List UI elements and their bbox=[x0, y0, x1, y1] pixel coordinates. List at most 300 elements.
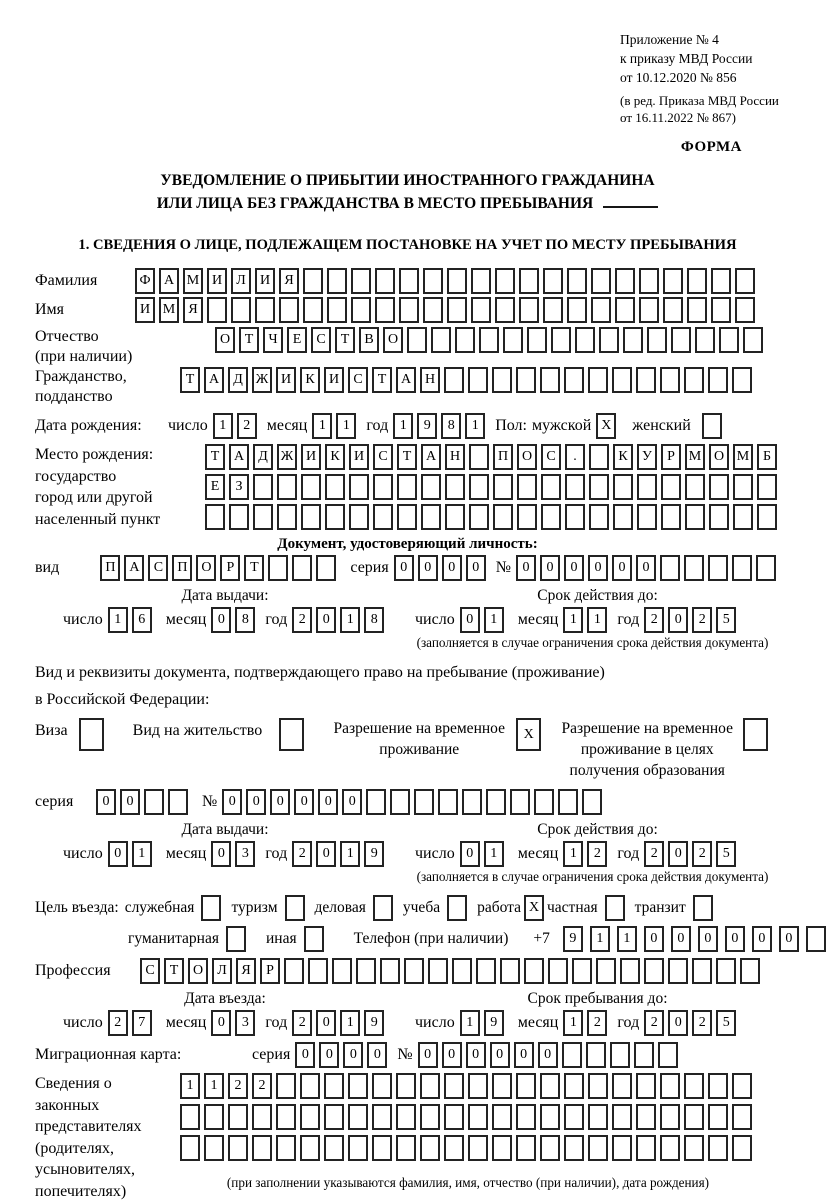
char-cell[interactable] bbox=[599, 327, 619, 353]
char-cell[interactable] bbox=[733, 504, 753, 530]
char-cell[interactable] bbox=[493, 474, 513, 500]
char-cell[interactable] bbox=[663, 297, 683, 323]
char-cell[interactable] bbox=[660, 1073, 680, 1099]
char-cell[interactable] bbox=[565, 474, 585, 500]
char-cell[interactable] bbox=[324, 1135, 344, 1161]
char-cell[interactable] bbox=[660, 555, 680, 581]
char-cell[interactable] bbox=[349, 474, 369, 500]
char-cell[interactable] bbox=[636, 1135, 656, 1161]
char-cell[interactable]: У bbox=[637, 444, 657, 470]
char-cell[interactable] bbox=[719, 327, 739, 353]
char-cell[interactable]: А bbox=[421, 444, 441, 470]
char-cell[interactable]: 8 bbox=[441, 413, 461, 439]
char-cell[interactable]: Т bbox=[244, 555, 264, 581]
char-cell[interactable] bbox=[469, 474, 489, 500]
char-cell[interactable]: 0 bbox=[318, 789, 338, 815]
char-cell[interactable] bbox=[740, 958, 760, 984]
char-cell[interactable]: 2 bbox=[644, 841, 664, 867]
char-cell[interactable]: Т bbox=[180, 367, 200, 393]
char-cell[interactable] bbox=[671, 327, 691, 353]
char-cell[interactable] bbox=[684, 367, 704, 393]
char-cell[interactable] bbox=[735, 297, 755, 323]
char-cell[interactable] bbox=[444, 1135, 464, 1161]
char-cell[interactable]: 0 bbox=[668, 607, 688, 633]
char-cell[interactable] bbox=[596, 958, 616, 984]
char-cell[interactable]: Т bbox=[205, 444, 225, 470]
char-cell[interactable] bbox=[562, 1042, 582, 1068]
char-cell[interactable] bbox=[431, 327, 451, 353]
char-cell[interactable] bbox=[284, 958, 304, 984]
char-cell[interactable] bbox=[452, 958, 472, 984]
char-cell[interactable] bbox=[300, 1073, 320, 1099]
char-cell[interactable]: 0 bbox=[120, 789, 140, 815]
char-cell[interactable] bbox=[564, 1104, 584, 1130]
char-cell[interactable]: 2 bbox=[692, 607, 712, 633]
char-cell[interactable]: 1 bbox=[590, 926, 610, 952]
char-cell[interactable] bbox=[711, 297, 731, 323]
char-cell[interactable] bbox=[373, 474, 393, 500]
char-cell[interactable] bbox=[404, 958, 424, 984]
char-cell[interactable] bbox=[564, 367, 584, 393]
char-cell[interactable] bbox=[444, 367, 464, 393]
char-cell[interactable]: К bbox=[300, 367, 320, 393]
char-cell[interactable] bbox=[268, 555, 288, 581]
char-cell[interactable] bbox=[527, 327, 547, 353]
char-cell[interactable] bbox=[356, 958, 376, 984]
char-cell[interactable] bbox=[615, 268, 635, 294]
char-cell[interactable] bbox=[252, 1135, 272, 1161]
char-cell[interactable]: 0 bbox=[725, 926, 745, 952]
char-cell[interactable] bbox=[444, 1104, 464, 1130]
char-cell[interactable] bbox=[252, 1104, 272, 1130]
char-cell[interactable]: 0 bbox=[270, 789, 290, 815]
char-cell[interactable]: С bbox=[373, 444, 393, 470]
char-cell[interactable] bbox=[516, 1135, 536, 1161]
purpose-work-checkbox[interactable]: X bbox=[524, 895, 544, 921]
char-cell[interactable] bbox=[647, 327, 667, 353]
char-cell[interactable]: 2 bbox=[252, 1073, 272, 1099]
char-cell[interactable]: С bbox=[140, 958, 160, 984]
char-cell[interactable] bbox=[639, 297, 659, 323]
char-cell[interactable] bbox=[300, 1104, 320, 1130]
char-cell[interactable] bbox=[582, 789, 602, 815]
char-cell[interactable]: Т bbox=[164, 958, 184, 984]
char-cell[interactable] bbox=[180, 1104, 200, 1130]
char-cell[interactable] bbox=[348, 1135, 368, 1161]
char-cell[interactable]: 0 bbox=[246, 789, 266, 815]
char-cell[interactable] bbox=[276, 1073, 296, 1099]
char-cell[interactable]: Д bbox=[228, 367, 248, 393]
char-cell[interactable] bbox=[144, 789, 164, 815]
char-cell[interactable] bbox=[516, 1104, 536, 1130]
char-cell[interactable] bbox=[420, 1135, 440, 1161]
char-cell[interactable] bbox=[180, 1135, 200, 1161]
temp-residence-education-checkbox[interactable] bbox=[743, 718, 768, 751]
char-cell[interactable]: 1 bbox=[340, 1010, 360, 1036]
blank-underline[interactable] bbox=[603, 192, 658, 208]
char-cell[interactable] bbox=[492, 1135, 512, 1161]
char-cell[interactable]: 2 bbox=[292, 1010, 312, 1036]
char-cell[interactable] bbox=[757, 474, 777, 500]
char-cell[interactable] bbox=[332, 958, 352, 984]
char-cell[interactable]: 1 bbox=[460, 1010, 480, 1036]
char-cell[interactable]: 3 bbox=[235, 841, 255, 867]
char-cell[interactable]: О bbox=[709, 444, 729, 470]
char-cell[interactable]: С bbox=[541, 444, 561, 470]
char-cell[interactable] bbox=[637, 474, 657, 500]
char-cell[interactable]: 0 bbox=[668, 1010, 688, 1036]
char-cell[interactable] bbox=[660, 1135, 680, 1161]
char-cell[interactable]: 1 bbox=[336, 413, 356, 439]
char-cell[interactable] bbox=[276, 1135, 296, 1161]
char-cell[interactable]: 1 bbox=[617, 926, 637, 952]
char-cell[interactable] bbox=[447, 268, 467, 294]
char-cell[interactable] bbox=[612, 367, 632, 393]
char-cell[interactable] bbox=[372, 1104, 392, 1130]
char-cell[interactable] bbox=[756, 555, 776, 581]
char-cell[interactable]: 2 bbox=[692, 1010, 712, 1036]
char-cell[interactable] bbox=[373, 504, 393, 530]
char-cell[interactable] bbox=[229, 504, 249, 530]
char-cell[interactable] bbox=[396, 1135, 416, 1161]
char-cell[interactable]: 0 bbox=[516, 555, 536, 581]
char-cell[interactable]: И bbox=[349, 444, 369, 470]
char-cell[interactable] bbox=[661, 504, 681, 530]
char-cell[interactable] bbox=[276, 1104, 296, 1130]
char-cell[interactable]: 9 bbox=[364, 1010, 384, 1036]
char-cell[interactable] bbox=[397, 474, 417, 500]
char-cell[interactable]: Т bbox=[372, 367, 392, 393]
char-cell[interactable]: 0 bbox=[466, 1042, 486, 1068]
char-cell[interactable] bbox=[445, 474, 465, 500]
char-cell[interactable] bbox=[540, 1073, 560, 1099]
char-cell[interactable]: П bbox=[493, 444, 513, 470]
char-cell[interactable] bbox=[468, 367, 488, 393]
char-cell[interactable] bbox=[396, 1104, 416, 1130]
char-cell[interactable] bbox=[207, 297, 227, 323]
char-cell[interactable] bbox=[468, 1104, 488, 1130]
char-cell[interactable] bbox=[757, 504, 777, 530]
char-cell[interactable]: 1 bbox=[340, 607, 360, 633]
char-cell[interactable] bbox=[543, 268, 563, 294]
char-cell[interactable]: 1 bbox=[340, 841, 360, 867]
char-cell[interactable] bbox=[615, 297, 635, 323]
char-cell[interactable]: О bbox=[188, 958, 208, 984]
char-cell[interactable]: С bbox=[311, 327, 331, 353]
char-cell[interactable]: 2 bbox=[237, 413, 257, 439]
char-cell[interactable]: 0 bbox=[316, 841, 336, 867]
char-cell[interactable] bbox=[620, 958, 640, 984]
char-cell[interactable] bbox=[375, 297, 395, 323]
char-cell[interactable]: 0 bbox=[588, 555, 608, 581]
char-cell[interactable]: 0 bbox=[319, 1042, 339, 1068]
char-cell[interactable]: 0 bbox=[698, 926, 718, 952]
char-cell[interactable]: Е bbox=[287, 327, 307, 353]
char-cell[interactable] bbox=[644, 958, 664, 984]
char-cell[interactable] bbox=[423, 297, 443, 323]
char-cell[interactable]: 3 bbox=[235, 1010, 255, 1036]
char-cell[interactable] bbox=[348, 1104, 368, 1130]
char-cell[interactable]: П bbox=[100, 555, 120, 581]
char-cell[interactable] bbox=[407, 327, 427, 353]
char-cell[interactable] bbox=[495, 268, 515, 294]
char-cell[interactable] bbox=[397, 504, 417, 530]
char-cell[interactable] bbox=[327, 297, 347, 323]
char-cell[interactable] bbox=[684, 1135, 704, 1161]
temp-residence-checkbox[interactable]: X bbox=[516, 718, 541, 751]
char-cell[interactable]: И bbox=[276, 367, 296, 393]
char-cell[interactable]: С bbox=[148, 555, 168, 581]
char-cell[interactable]: 0 bbox=[460, 841, 480, 867]
char-cell[interactable]: М bbox=[183, 268, 203, 294]
char-cell[interactable]: Д bbox=[253, 444, 273, 470]
char-cell[interactable]: 1 bbox=[563, 1010, 583, 1036]
char-cell[interactable] bbox=[709, 474, 729, 500]
char-cell[interactable]: М bbox=[733, 444, 753, 470]
char-cell[interactable] bbox=[636, 1073, 656, 1099]
char-cell[interactable] bbox=[612, 1135, 632, 1161]
char-cell[interactable] bbox=[660, 367, 680, 393]
char-cell[interactable]: Ж bbox=[252, 367, 272, 393]
purpose-business-checkbox[interactable] bbox=[201, 895, 221, 921]
char-cell[interactable]: 1 bbox=[563, 607, 583, 633]
char-cell[interactable]: 0 bbox=[466, 555, 486, 581]
char-cell[interactable] bbox=[279, 297, 299, 323]
char-cell[interactable]: 0 bbox=[644, 926, 664, 952]
visa-checkbox[interactable] bbox=[79, 718, 104, 751]
char-cell[interactable] bbox=[558, 789, 578, 815]
char-cell[interactable]: И bbox=[135, 297, 155, 323]
char-cell[interactable] bbox=[447, 297, 467, 323]
char-cell[interactable]: 0 bbox=[779, 926, 799, 952]
char-cell[interactable]: М bbox=[685, 444, 705, 470]
char-cell[interactable]: 2 bbox=[292, 607, 312, 633]
char-cell[interactable]: 0 bbox=[752, 926, 772, 952]
char-cell[interactable] bbox=[806, 926, 826, 952]
char-cell[interactable]: 0 bbox=[343, 1042, 363, 1068]
char-cell[interactable] bbox=[517, 474, 537, 500]
char-cell[interactable] bbox=[685, 474, 705, 500]
char-cell[interactable]: Н bbox=[445, 444, 465, 470]
char-cell[interactable]: О bbox=[383, 327, 403, 353]
char-cell[interactable]: К bbox=[613, 444, 633, 470]
char-cell[interactable] bbox=[613, 504, 633, 530]
char-cell[interactable] bbox=[732, 1104, 752, 1130]
char-cell[interactable] bbox=[492, 1104, 512, 1130]
char-cell[interactable]: И bbox=[255, 268, 275, 294]
char-cell[interactable] bbox=[572, 958, 592, 984]
char-cell[interactable]: Ж bbox=[277, 444, 297, 470]
char-cell[interactable]: Р bbox=[220, 555, 240, 581]
char-cell[interactable] bbox=[349, 504, 369, 530]
char-cell[interactable]: 9 bbox=[484, 1010, 504, 1036]
char-cell[interactable] bbox=[316, 555, 336, 581]
char-cell[interactable] bbox=[685, 504, 705, 530]
char-cell[interactable]: 2 bbox=[587, 841, 607, 867]
char-cell[interactable] bbox=[524, 958, 544, 984]
char-cell[interactable] bbox=[684, 555, 704, 581]
sex-female-checkbox[interactable] bbox=[702, 413, 722, 439]
char-cell[interactable] bbox=[301, 504, 321, 530]
char-cell[interactable]: Л bbox=[212, 958, 232, 984]
char-cell[interactable]: 0 bbox=[636, 555, 656, 581]
char-cell[interactable]: 0 bbox=[316, 1010, 336, 1036]
char-cell[interactable] bbox=[660, 1104, 680, 1130]
char-cell[interactable] bbox=[623, 327, 643, 353]
char-cell[interactable]: 2 bbox=[228, 1073, 248, 1099]
char-cell[interactable] bbox=[375, 268, 395, 294]
char-cell[interactable] bbox=[589, 474, 609, 500]
char-cell[interactable]: 5 bbox=[716, 607, 736, 633]
char-cell[interactable]: 8 bbox=[364, 607, 384, 633]
char-cell[interactable]: Я bbox=[183, 297, 203, 323]
char-cell[interactable] bbox=[300, 1135, 320, 1161]
char-cell[interactable]: Т bbox=[397, 444, 417, 470]
char-cell[interactable] bbox=[351, 268, 371, 294]
char-cell[interactable] bbox=[588, 367, 608, 393]
char-cell[interactable] bbox=[541, 504, 561, 530]
char-cell[interactable] bbox=[687, 297, 707, 323]
char-cell[interactable] bbox=[421, 474, 441, 500]
char-cell[interactable] bbox=[471, 297, 491, 323]
char-cell[interactable] bbox=[684, 1104, 704, 1130]
char-cell[interactable] bbox=[492, 1073, 512, 1099]
char-cell[interactable] bbox=[636, 367, 656, 393]
char-cell[interactable] bbox=[420, 1104, 440, 1130]
char-cell[interactable]: 0 bbox=[442, 1042, 462, 1068]
char-cell[interactable] bbox=[708, 555, 728, 581]
char-cell[interactable] bbox=[589, 444, 609, 470]
char-cell[interactable] bbox=[516, 1073, 536, 1099]
char-cell[interactable]: 0 bbox=[668, 841, 688, 867]
char-cell[interactable] bbox=[325, 474, 345, 500]
char-cell[interactable] bbox=[469, 444, 489, 470]
char-cell[interactable]: 1 bbox=[465, 413, 485, 439]
char-cell[interactable] bbox=[277, 474, 297, 500]
char-cell[interactable]: А bbox=[124, 555, 144, 581]
purpose-commercial-checkbox[interactable] bbox=[373, 895, 393, 921]
char-cell[interactable]: Т bbox=[335, 327, 355, 353]
char-cell[interactable] bbox=[708, 1135, 728, 1161]
char-cell[interactable]: 1 bbox=[132, 841, 152, 867]
char-cell[interactable] bbox=[303, 268, 323, 294]
char-cell[interactable]: 0 bbox=[367, 1042, 387, 1068]
char-cell[interactable] bbox=[228, 1135, 248, 1161]
char-cell[interactable]: Р bbox=[260, 958, 280, 984]
char-cell[interactable]: 0 bbox=[514, 1042, 534, 1068]
char-cell[interactable] bbox=[591, 297, 611, 323]
char-cell[interactable]: 0 bbox=[294, 789, 314, 815]
char-cell[interactable] bbox=[372, 1135, 392, 1161]
char-cell[interactable]: О bbox=[517, 444, 537, 470]
char-cell[interactable] bbox=[588, 1135, 608, 1161]
char-cell[interactable] bbox=[564, 1135, 584, 1161]
char-cell[interactable]: З bbox=[229, 474, 249, 500]
char-cell[interactable]: И bbox=[207, 268, 227, 294]
char-cell[interactable] bbox=[684, 1073, 704, 1099]
char-cell[interactable] bbox=[519, 297, 539, 323]
char-cell[interactable] bbox=[732, 555, 752, 581]
char-cell[interactable]: 5 bbox=[716, 841, 736, 867]
char-cell[interactable] bbox=[503, 327, 523, 353]
char-cell[interactable]: 1 bbox=[204, 1073, 224, 1099]
char-cell[interactable] bbox=[732, 1073, 752, 1099]
char-cell[interactable] bbox=[575, 327, 595, 353]
char-cell[interactable] bbox=[468, 1073, 488, 1099]
char-cell[interactable] bbox=[486, 789, 506, 815]
char-cell[interactable]: 9 bbox=[563, 926, 583, 952]
purpose-other-checkbox[interactable] bbox=[304, 926, 324, 952]
char-cell[interactable] bbox=[351, 297, 371, 323]
char-cell[interactable]: А bbox=[204, 367, 224, 393]
char-cell[interactable] bbox=[639, 268, 659, 294]
char-cell[interactable] bbox=[588, 1104, 608, 1130]
char-cell[interactable] bbox=[708, 1073, 728, 1099]
char-cell[interactable] bbox=[692, 958, 712, 984]
char-cell[interactable]: 0 bbox=[418, 555, 438, 581]
char-cell[interactable]: 0 bbox=[211, 1010, 231, 1036]
char-cell[interactable] bbox=[637, 504, 657, 530]
purpose-tourism-checkbox[interactable] bbox=[285, 895, 305, 921]
char-cell[interactable] bbox=[516, 367, 536, 393]
char-cell[interactable] bbox=[348, 1073, 368, 1099]
char-cell[interactable] bbox=[390, 789, 410, 815]
char-cell[interactable] bbox=[613, 474, 633, 500]
char-cell[interactable]: 0 bbox=[612, 555, 632, 581]
char-cell[interactable]: 2 bbox=[108, 1010, 128, 1036]
char-cell[interactable] bbox=[540, 367, 560, 393]
char-cell[interactable] bbox=[228, 1104, 248, 1130]
char-cell[interactable] bbox=[540, 1104, 560, 1130]
char-cell[interactable] bbox=[543, 297, 563, 323]
char-cell[interactable] bbox=[421, 504, 441, 530]
char-cell[interactable] bbox=[492, 367, 512, 393]
char-cell[interactable]: 1 bbox=[563, 841, 583, 867]
char-cell[interactable] bbox=[301, 474, 321, 500]
char-cell[interactable] bbox=[255, 297, 275, 323]
char-cell[interactable]: 9 bbox=[364, 841, 384, 867]
char-cell[interactable]: 6 bbox=[132, 607, 152, 633]
char-cell[interactable] bbox=[444, 1073, 464, 1099]
char-cell[interactable] bbox=[168, 789, 188, 815]
char-cell[interactable]: Я bbox=[236, 958, 256, 984]
char-cell[interactable]: 0 bbox=[96, 789, 116, 815]
char-cell[interactable] bbox=[586, 1042, 606, 1068]
char-cell[interactable]: 1 bbox=[587, 607, 607, 633]
char-cell[interactable] bbox=[476, 958, 496, 984]
char-cell[interactable] bbox=[420, 1073, 440, 1099]
char-cell[interactable]: 1 bbox=[393, 413, 413, 439]
char-cell[interactable] bbox=[438, 789, 458, 815]
char-cell[interactable] bbox=[589, 504, 609, 530]
char-cell[interactable] bbox=[414, 789, 434, 815]
char-cell[interactable] bbox=[366, 789, 386, 815]
char-cell[interactable] bbox=[204, 1104, 224, 1130]
char-cell[interactable] bbox=[308, 958, 328, 984]
char-cell[interactable]: 0 bbox=[564, 555, 584, 581]
char-cell[interactable] bbox=[399, 268, 419, 294]
char-cell[interactable] bbox=[668, 958, 688, 984]
char-cell[interactable]: 1 bbox=[180, 1073, 200, 1099]
char-cell[interactable] bbox=[325, 504, 345, 530]
char-cell[interactable] bbox=[396, 1073, 416, 1099]
char-cell[interactable] bbox=[591, 268, 611, 294]
char-cell[interactable]: Т bbox=[239, 327, 259, 353]
char-cell[interactable]: 2 bbox=[644, 1010, 664, 1036]
char-cell[interactable]: 0 bbox=[342, 789, 362, 815]
char-cell[interactable] bbox=[428, 958, 448, 984]
char-cell[interactable]: 2 bbox=[587, 1010, 607, 1036]
